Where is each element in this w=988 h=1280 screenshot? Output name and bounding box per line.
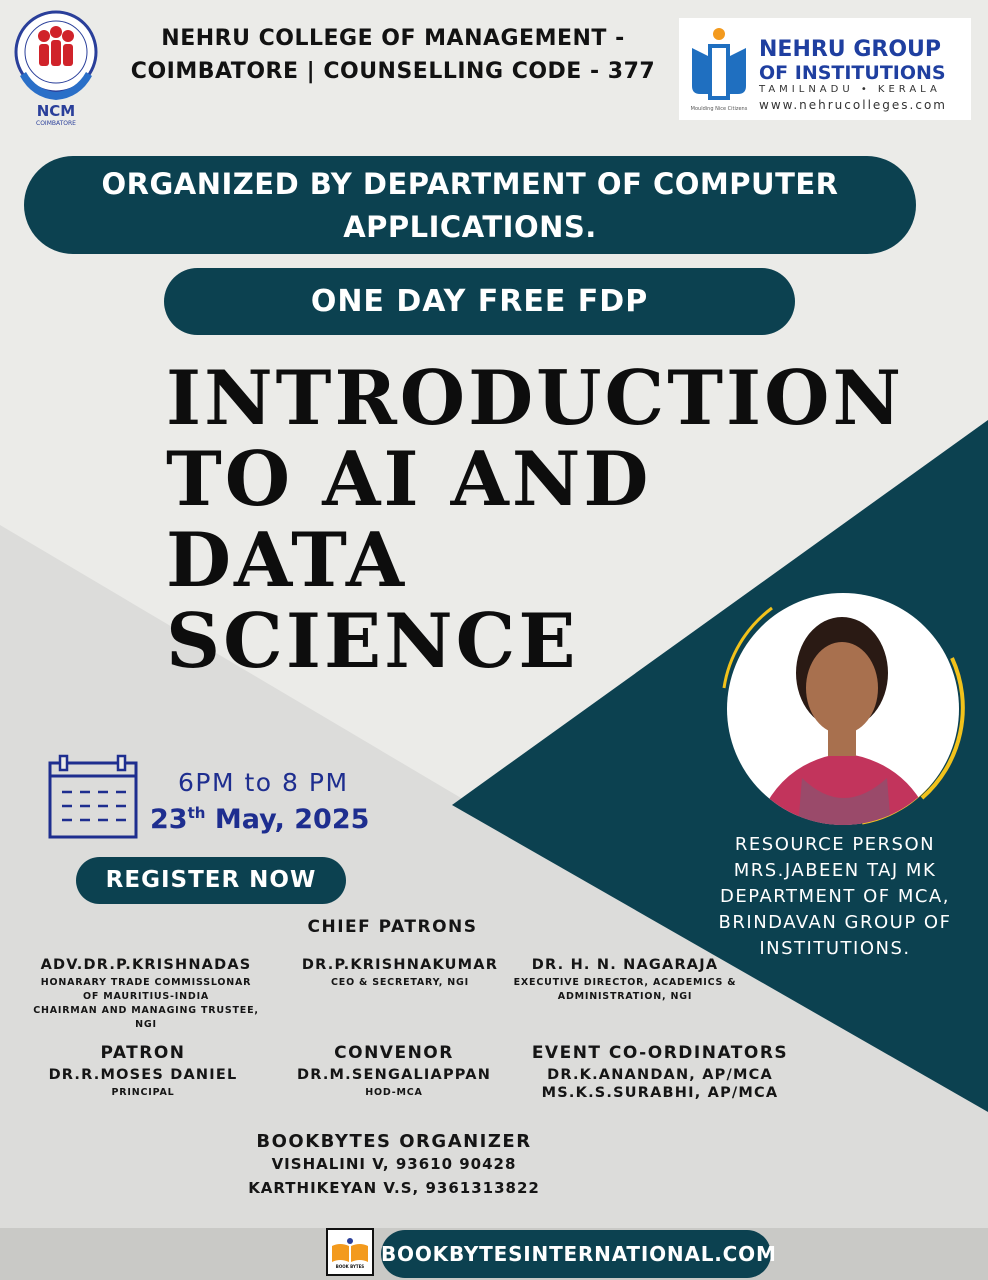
- resource-person-label: RESOURCE PERSON: [734, 834, 936, 855]
- ngi-name-line2: OF INSTITUTIONS: [759, 62, 946, 84]
- college-line-2: COIMBATORE | COUNSELLING CODE - 377: [130, 59, 656, 84]
- register-now-button[interactable]: REGISTER NOW: [76, 857, 346, 904]
- convenor-role: HOD-MCA: [365, 1087, 423, 1098]
- role-line: NGI: [135, 1019, 157, 1030]
- event-month-year: May, 2025: [205, 804, 370, 835]
- open-book-icon: [328, 1236, 372, 1266]
- organized-by-banner: [24, 156, 916, 254]
- chief-patron-3-name: DR. H. N. NAGARAJA: [531, 957, 719, 973]
- patron-heading: PATRON: [100, 1043, 186, 1063]
- ngi-tagline: Moulding Nice Citizens: [690, 106, 748, 112]
- role-line: EXECUTIVE DIRECTOR, ACADEMICS &: [513, 977, 737, 988]
- ncm-abbr: NCM: [36, 102, 76, 120]
- title-line-2: TO AI AND DATA: [166, 435, 652, 604]
- role-line: OF MAURITIUS-INDIA: [82, 991, 210, 1002]
- title-line-3: SCIENCE: [166, 597, 579, 685]
- chief-patron-1-role: [18, 976, 274, 1032]
- ngi-states: TAMILNADU • KERALA: [759, 84, 941, 95]
- chief-patron-1: [18, 957, 274, 1032]
- chief-patron-3-role: [510, 976, 740, 1004]
- resource-person-name: MRS.JABEEN TAJ MK: [733, 860, 937, 881]
- ncm-ring-text: [10, 6, 11, 7]
- ngi-name-line1: NEHRU GROUP: [759, 37, 942, 62]
- event-day: 23: [150, 804, 188, 835]
- patron-name: DR.R.MOSES DANIEL: [48, 1067, 238, 1083]
- organizer-contact-1: VISHALINI V, 93610 90428: [271, 1155, 517, 1173]
- resource-person-org-1: BRINDAVAN GROUP OF: [718, 912, 952, 933]
- patron-role: PRINCIPAL: [111, 1087, 175, 1098]
- bookbytes-heading: BOOKBYTES ORGANIZER: [256, 1131, 532, 1152]
- organizer-contact-2: KARTHIKEYAN V.S, 9361313822: [248, 1179, 540, 1197]
- college-header: [120, 22, 666, 88]
- convenor-name: DR.M.SENGALIAPPAN: [296, 1067, 492, 1083]
- bookbytes-organizer-block: [232, 1131, 556, 1200]
- role-line: HONARARY TRADE COMMISSLONAR: [40, 977, 252, 988]
- event-type-banner: ONE DAY FREE FDP: [164, 268, 795, 335]
- ngi-website[interactable]: www.nehrucolleges.com: [759, 98, 947, 112]
- resource-person-dept: DEPARTMENT OF MCA,: [720, 886, 950, 907]
- bookbytes-logo-text: BOOK BYTES: [335, 1264, 365, 1269]
- event-day-suffix: th: [187, 804, 206, 822]
- chief-patron-3: [510, 957, 740, 1004]
- resource-person-block: [700, 832, 970, 962]
- chief-patron-2: [290, 957, 510, 990]
- organized-by-line-1: ORGANIZED BY DEPARTMENT OF COMPUTER: [101, 167, 839, 201]
- chief-patron-2-name: DR.P.KRISHNAKUMAR: [301, 957, 499, 973]
- chief-patrons-heading: CHIEF PATRONS: [307, 917, 478, 937]
- resource-person-photo: [712, 578, 974, 840]
- calendar-icon: [48, 754, 138, 840]
- convenor-block: [286, 1043, 502, 1100]
- coordinator-2: MS.K.S.SURABHI, AP/MCA: [541, 1085, 779, 1101]
- ncm-city: COIMBATORE: [36, 120, 76, 127]
- organized-by-line-2: APPLICATIONS.: [343, 210, 597, 244]
- website-link[interactable]: BOOKBYTESINTERNATIONAL.COM: [381, 1230, 771, 1278]
- resource-person-org-2: INSTITUTIONS.: [759, 938, 911, 959]
- role-line: ADMINISTRATION, NGI: [557, 991, 693, 1002]
- coordinators-block: [520, 1043, 800, 1101]
- coordinator-1: DR.K.ANANDAN, AP/MCA: [547, 1067, 773, 1083]
- ngi-emblem-icon: [686, 26, 752, 106]
- event-time: 6PM to 8 PM: [178, 768, 349, 797]
- role-line: CHAIRMAN AND MANAGING TRUSTEE,: [33, 1005, 259, 1016]
- convenor-heading: CONVENOR: [334, 1043, 454, 1063]
- ncm-logo: [10, 6, 102, 130]
- chief-patron-2-role: CEO & SECRETARY, NGI: [331, 977, 469, 988]
- chief-patron-1-name: ADV.DR.P.KRISHNADAS: [40, 957, 252, 973]
- event-date: [150, 804, 369, 835]
- coordinators-heading: EVENT CO-ORDINATORS: [531, 1043, 789, 1063]
- college-line-1: NEHRU COLLEGE OF MANAGEMENT -: [161, 26, 625, 51]
- title-line-1: INTRODUCTION: [166, 354, 905, 442]
- bookbytes-logo: [326, 1228, 374, 1276]
- patron-block: [40, 1043, 246, 1100]
